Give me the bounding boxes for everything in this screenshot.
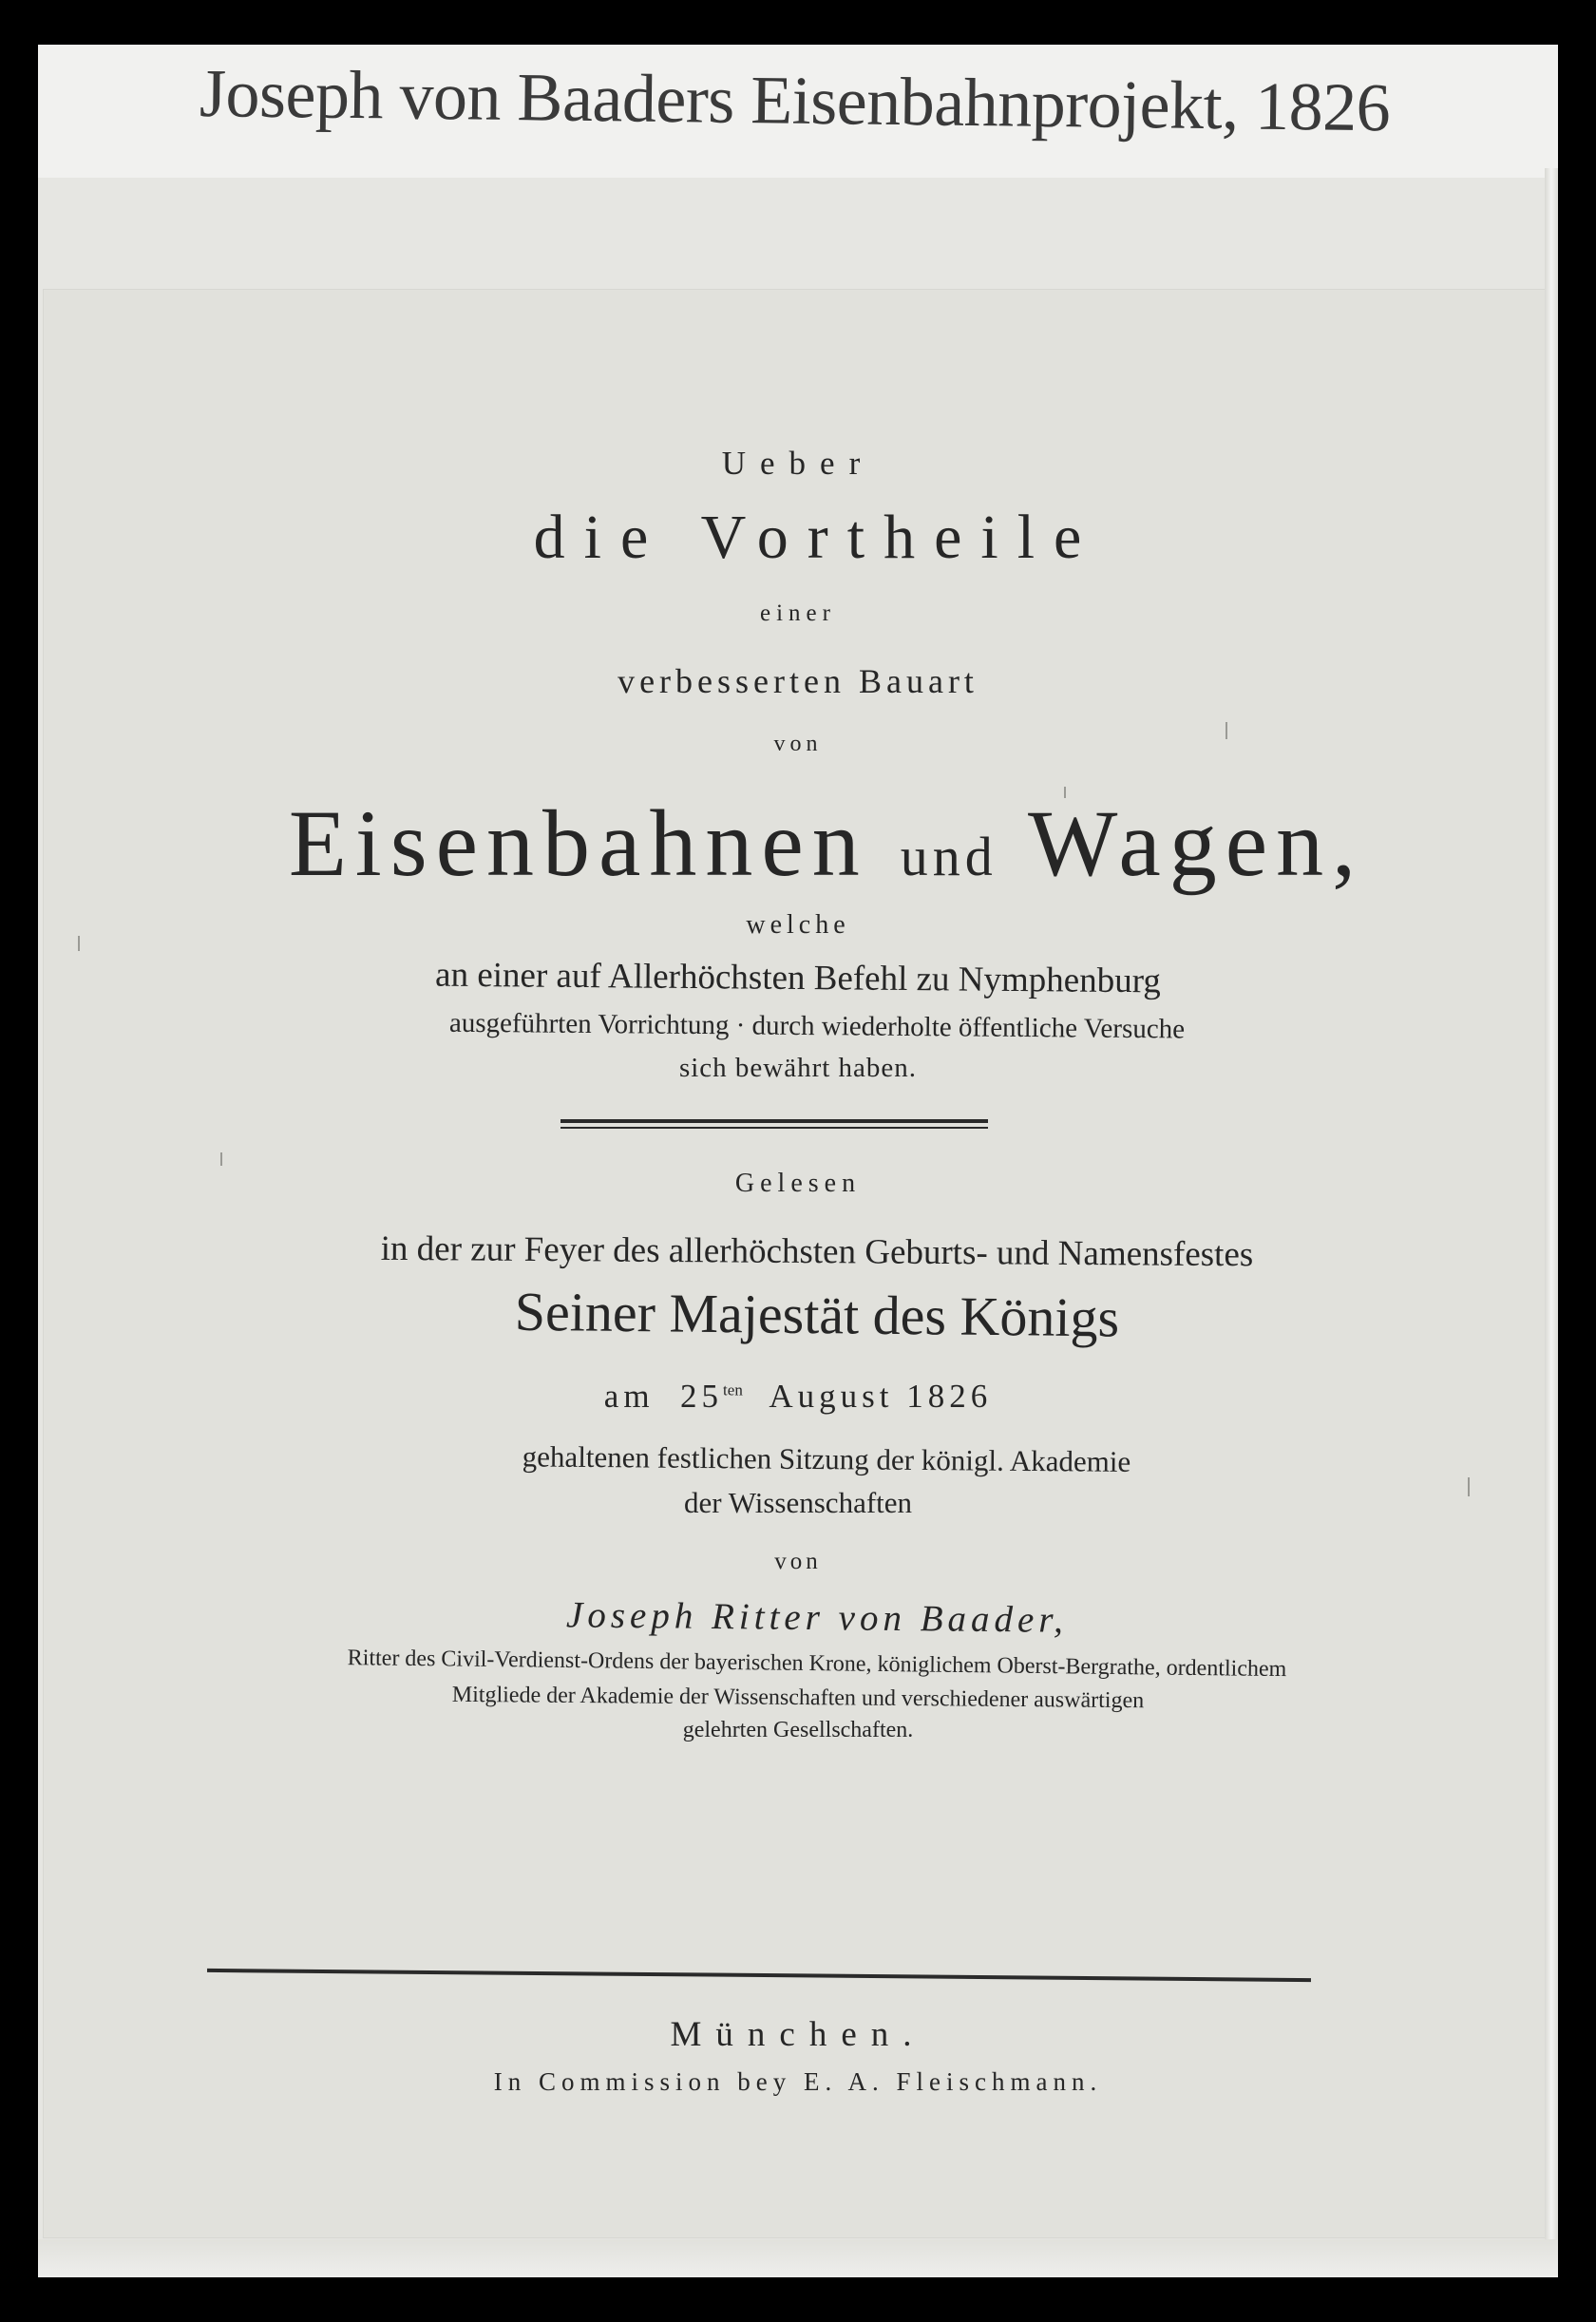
text-einer: einer <box>760 600 836 626</box>
text-von-author: von <box>774 1549 822 1574</box>
album-page <box>38 45 1558 2277</box>
sleeve-bottom <box>38 2239 1558 2277</box>
author-titles-line-2: Mitgliede der Akademie der Wissenschaften und verschiedener auswärtigen <box>451 1682 1145 1714</box>
author-name: Joseph Ritter von Baader, <box>565 1594 1069 1641</box>
title-eisenbahnen: Eisenbahnen <box>288 790 868 896</box>
text-day: 25 <box>680 1378 724 1415</box>
imprint-publisher: In Commission bey E. A. Fleischmann. <box>493 2067 1103 2096</box>
paper-speck <box>220 1152 222 1166</box>
main-title <box>0 789 1596 898</box>
author-titles-line-1: Ritter des Civil-Verdienst-Ordens der bayerischen Krone, königlichem Oberst-Bergrathe, ordentlichem <box>347 1646 1287 1683</box>
text-welche: welche <box>746 910 850 940</box>
album-title-strip <box>38 45 1558 178</box>
heading-die-vortheile: die Vortheile <box>533 503 1101 572</box>
text-gehaltenen: gehaltenen festlichen Sitzung der königl. Akademie <box>522 1439 1131 1478</box>
text-an-einer: an einer auf Allerhöchsten Befehl zu Nymphenburg <box>434 955 1162 1001</box>
text-feyer: in der zur Feyer des allerhöchsten Geburts- und Namensfestes <box>380 1228 1254 1275</box>
double-rule-bottom <box>560 1127 988 1129</box>
album-title: Joseph von Baaders Eisenbahnprojekt, 1826 <box>199 55 1391 146</box>
heading-ueber: Ueber <box>721 445 875 482</box>
text-am: am <box>603 1378 655 1415</box>
text-day-suffix: ten <box>723 1380 743 1399</box>
text-sich-bewaehrt: sich bewährt haben. <box>678 1053 918 1083</box>
text-ausgefuehrten: ausgeführten Vorrichtung · durch wiederholte öffentliche Versuche <box>448 1007 1186 1045</box>
imprint-city: München. <box>670 2015 926 2054</box>
title-und: und <box>900 826 998 887</box>
author-titles-line-3: gelehrten Gesellschaften. <box>682 1718 914 1742</box>
text-date <box>0 1378 1596 1416</box>
text-seiner-majestaet: Seiner Majestät des Königs <box>514 1280 1120 1349</box>
text-month-year: August 1826 <box>769 1378 993 1415</box>
double-rule-top <box>560 1119 988 1123</box>
text-verbesserten-bauart: verbesserten Bauart <box>618 662 978 700</box>
title-wagen: Wagen, <box>1027 790 1365 896</box>
text-gelesen: Gelesen <box>734 1169 862 1198</box>
text-der-wissenschaften: der Wissenschaften <box>683 1486 913 1519</box>
text-von: von <box>773 732 823 756</box>
